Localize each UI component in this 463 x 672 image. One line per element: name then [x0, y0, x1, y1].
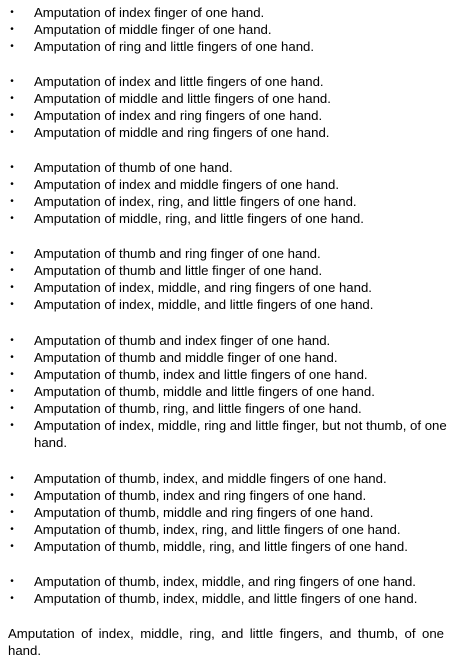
bullet-icon: • — [10, 299, 14, 310]
list-item — [0, 573, 463, 590]
bullet-group-6 — [0, 470, 463, 555]
list-item-text: Amputation of thumb, index, middle, and little fingers of one hand. — [34, 591, 418, 606]
list-item-text: Amputation of thumb, middle and ring fingers of one hand. — [34, 505, 374, 520]
closing-paragraph: Amputation of index, middle, ring, and little fingers, and thumb, of one hand. — [8, 626, 444, 658]
bullet-group-2 — [0, 73, 463, 141]
list-item-text: Amputation of index, middle, ring and little finger, but not thumb, of one hand. — [34, 418, 447, 450]
list-item-text: Amputation of middle, ring, and little fingers of one hand. — [34, 211, 364, 226]
bullet-group-5 — [0, 332, 463, 451]
bullet-icon: • — [10, 213, 14, 224]
bullet-icon: • — [10, 196, 14, 207]
bullet-icon: • — [10, 576, 14, 587]
bullet-icon: • — [10, 179, 14, 190]
bullet-icon: • — [10, 7, 14, 18]
bullet-group-7 — [0, 573, 463, 607]
list-item-text: Amputation of thumb of one hand. — [34, 160, 233, 175]
bullet-icon: • — [10, 282, 14, 293]
bullet-group-1 — [0, 4, 463, 55]
list-item — [0, 487, 463, 504]
list-item — [0, 107, 463, 124]
list-item — [0, 159, 463, 176]
bullet-group-4 — [0, 245, 463, 313]
bullet-icon: • — [10, 127, 14, 138]
list-item — [0, 193, 463, 210]
list-item — [0, 504, 463, 521]
list-item — [0, 470, 463, 487]
list-item — [0, 590, 463, 607]
bullet-icon: • — [10, 76, 14, 87]
bullet-icon: • — [10, 335, 14, 346]
bullet-icon: • — [10, 593, 14, 604]
list-item-text: Amputation of thumb, index, middle, and ring fingers of one hand. — [34, 574, 416, 589]
list-item — [0, 38, 463, 55]
list-item-text: Amputation of thumb and ring finger of one hand. — [34, 246, 321, 261]
bullet-icon: • — [10, 420, 14, 431]
list-item-text: Amputation of index, middle, and little fingers of one hand. — [34, 297, 374, 312]
list-item — [0, 245, 463, 262]
bullet-icon: • — [10, 386, 14, 397]
bullet-icon: • — [10, 248, 14, 259]
bullet-icon: • — [10, 490, 14, 501]
list-item — [0, 279, 463, 296]
list-item-text: Amputation of thumb and middle finger of one hand. — [34, 350, 338, 365]
list-item-text: Amputation of thumb and little finger of one hand. — [34, 263, 323, 278]
list-item-text: Amputation of thumb, middle, ring, and little fingers of one hand. — [34, 539, 408, 554]
list-item-text: Amputation of thumb, index and ring fingers of one hand. — [34, 488, 367, 503]
list-item — [0, 332, 463, 349]
bullet-icon: • — [10, 41, 14, 52]
list-item — [0, 124, 463, 141]
bullet-icon: • — [10, 24, 14, 35]
list-item-text: Amputation of thumb, index, ring, and little fingers of one hand. — [34, 522, 401, 537]
list-item — [0, 262, 463, 279]
list-item-text: Amputation of thumb, middle and little fingers of one hand. — [34, 384, 375, 399]
list-item — [0, 521, 463, 538]
bullet-icon: • — [10, 541, 14, 552]
list-item-text: Amputation of index and middle fingers of one hand. — [34, 177, 339, 192]
list-item-text: Amputation of middle and ring fingers of one hand. — [34, 125, 330, 140]
bullet-icon: • — [10, 162, 14, 173]
list-item-text: Amputation of index, ring, and little fingers of one hand. — [34, 194, 357, 209]
list-item-text: Amputation of index and ring fingers of one hand. — [34, 108, 323, 123]
bullet-icon: • — [10, 369, 14, 380]
bullet-icon: • — [10, 403, 14, 414]
list-item — [0, 366, 463, 383]
list-item — [0, 296, 463, 313]
list-item-text: Amputation of middle finger of one hand. — [34, 22, 272, 37]
bullet-icon: • — [10, 93, 14, 104]
bullet-icon: • — [10, 352, 14, 363]
bullet-icon: • — [10, 473, 14, 484]
list-item — [0, 73, 463, 90]
list-item-text: Amputation of ring and little fingers of one hand. — [34, 39, 315, 54]
bullet-icon: • — [10, 110, 14, 121]
bullet-icon: • — [10, 524, 14, 535]
list-item — [0, 210, 463, 227]
bullet-icon: • — [10, 507, 14, 518]
list-item — [0, 90, 463, 107]
bullet-group-3 — [0, 159, 463, 227]
list-item-text: Amputation of thumb and index finger of one hand. — [34, 333, 331, 348]
bullet-icon: • — [10, 265, 14, 276]
list-item — [0, 349, 463, 366]
list-item — [0, 383, 463, 400]
list-item-text: Amputation of index and little fingers of one hand. — [34, 74, 324, 89]
list-item — [0, 400, 463, 417]
list-item — [0, 21, 463, 38]
list-item — [0, 417, 463, 451]
list-item-text: Amputation of thumb, index and little fingers of one hand. — [34, 367, 368, 382]
list-item — [0, 4, 463, 21]
list-item-text: Amputation of index, middle, and ring fingers of one hand. — [34, 280, 372, 295]
list-item-text: Amputation of thumb, ring, and little fingers of one hand. — [34, 401, 362, 416]
list-item — [0, 176, 463, 193]
list-item-text: Amputation of middle and little fingers of one hand. — [34, 91, 331, 106]
list-item-text: Amputation of thumb, index, and middle fingers of one hand. — [34, 471, 387, 486]
list-item-text: Amputation of index finger of one hand. — [34, 5, 265, 20]
list-item — [0, 538, 463, 555]
